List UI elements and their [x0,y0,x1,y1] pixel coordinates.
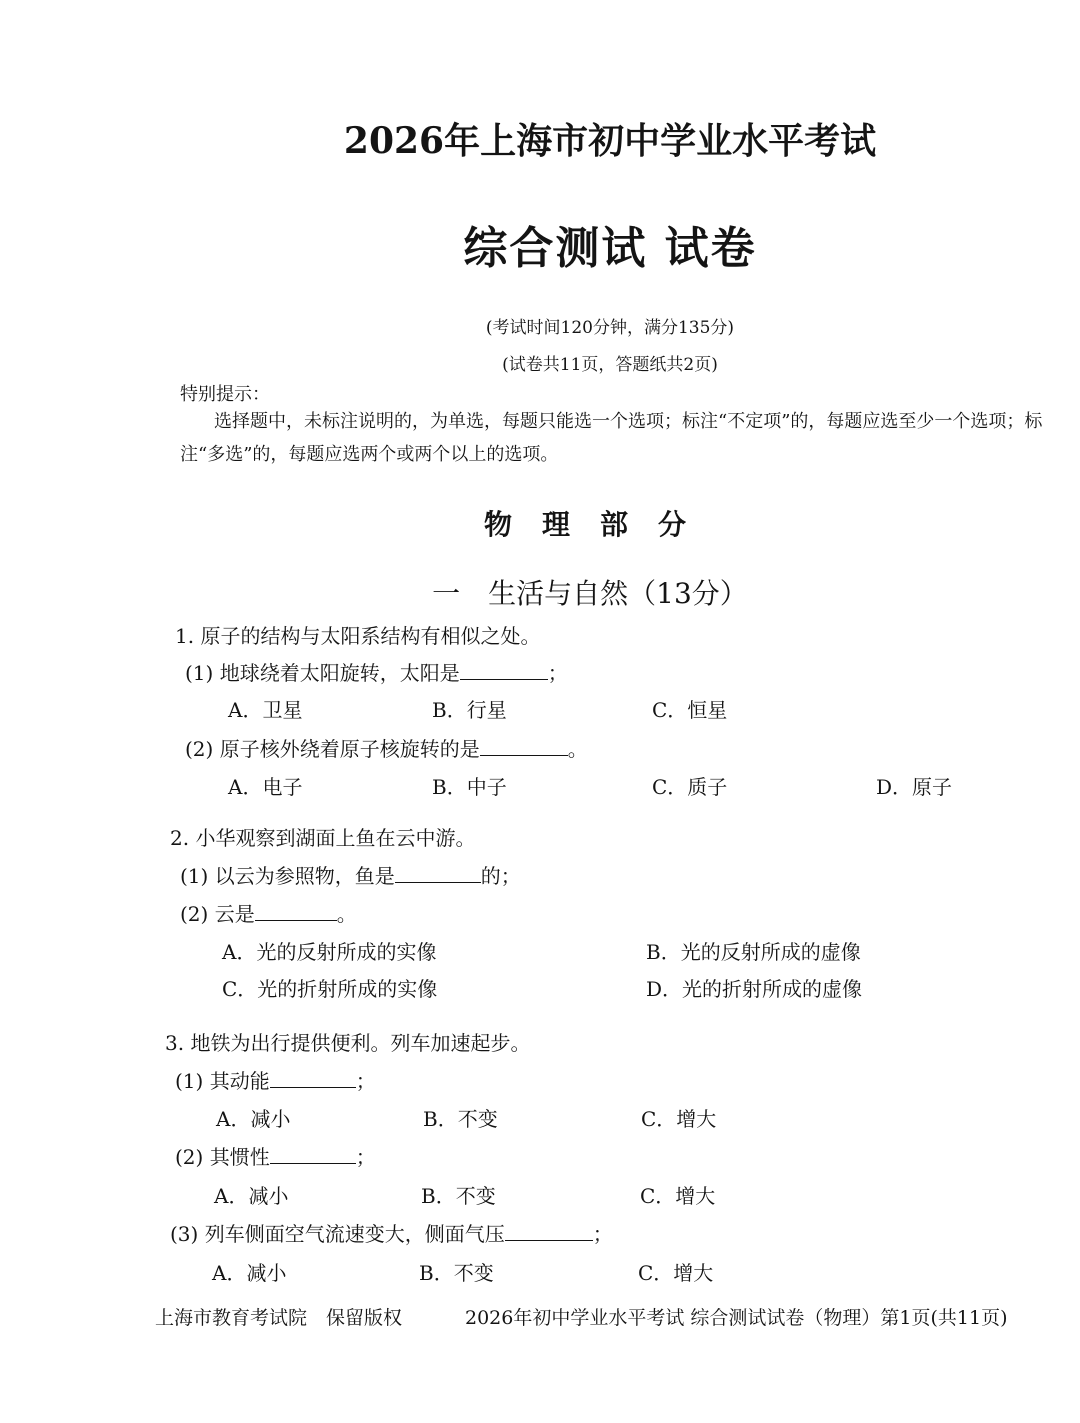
option-c: C．增大 [638,1261,714,1285]
option-a: A．光的反射所成的实像 [222,940,437,964]
option-c: C．光的折射所成的实像 [222,977,438,1001]
answer-blank[interactable] [460,661,548,680]
footer-page-info: 2026年初中学业水平考试 综合测试试卷（物理）第1页(共11页) [465,1307,1008,1329]
page-count-info: (试卷共11页，答题纸共2页) [502,355,718,375]
option-c: C．增大 [640,1184,716,1208]
option-b: B．光的反射所成的虚像 [646,940,861,964]
sub-text: 列车侧面空气流速变大，侧面气压 [204,1222,505,1246]
sub-text: 以云为参照物，鱼是 [214,864,395,888]
option-b: B．不变 [419,1261,494,1285]
question-2-1 [180,860,521,889]
sub-after: 。 [567,737,588,761]
answer-blank[interactable] [505,1222,593,1241]
sub-label: (2) [175,1145,204,1169]
option-b: B．中子 [432,775,507,799]
exam-time-info: (考试时间120分钟，满分135分) [485,318,735,338]
section-heading: 物理部分 [483,508,716,541]
sub-text: 其惯性 [209,1145,270,1169]
question-1-2 [185,733,588,762]
option-b: B．不变 [423,1107,498,1131]
question-3-3 [170,1218,613,1247]
answer-blank[interactable] [270,1145,356,1164]
option-a: A．减小 [212,1261,287,1285]
question-1-stem: 1. 原子的结构与太阳系结构有相似之处。 [175,624,541,648]
answer-blank[interactable] [395,864,481,883]
sub-text: 云是 [214,902,255,926]
option-d: D．原子 [876,775,953,799]
sub-text: 原子核外绕着原子核旋转的是 [219,737,480,761]
sub-label: (2) [185,737,214,761]
sub-label: (1) [185,661,214,685]
part-heading: 一 生活与自然（13分） [432,577,748,610]
option-c: C．质子 [652,775,728,799]
question-1-1 [185,657,568,686]
answer-blank[interactable] [255,902,337,921]
exam-title: 2026年上海市初中学业水平考试 [343,120,877,162]
paper-subtitle: 综合测试 试卷 [463,223,757,274]
question-3-stem: 3. 地铁为出行提供便利。列车加速起步。 [165,1031,531,1055]
sub-label: (1) [175,1069,204,1093]
sub-label: (2) [180,902,209,926]
notice-body: 选择题中，未标注说明的，为单选，每题只能选一个选项；标注“不定项”的，每题应选至少一个选项；标注“多选”的，每题应选两个或两个以上的选项。 [180,411,1043,465]
sub-text: 其动能 [209,1069,270,1093]
option-c: C．恒星 [652,698,728,722]
option-c: C．增大 [641,1107,717,1131]
option-b: B．不变 [421,1184,496,1208]
answer-blank[interactable] [480,737,568,756]
sub-after: ； [592,1222,613,1246]
sub-after: 的； [480,864,521,888]
answer-blank[interactable] [270,1069,356,1088]
option-b: B．行星 [432,698,507,722]
sub-text: 地球绕着太阳旋转，太阳是 [219,661,460,685]
question-2-2 [180,898,357,927]
sub-after: ； [355,1145,376,1169]
option-a: A．电子 [228,775,303,799]
question-3-1 [175,1065,376,1094]
notice-title: 特别提示： [180,384,270,405]
option-d: D．光的折射所成的虚像 [646,977,863,1001]
question-3-2 [175,1141,376,1170]
sub-label: (1) [180,864,209,888]
sub-after: 。 [336,902,357,926]
footer-copyright: 上海市教育考试院 保留版权 [155,1307,403,1329]
option-a: A．减小 [214,1184,289,1208]
sub-after: ； [355,1069,376,1093]
question-2-stem: 2. 小华观察到湖面上鱼在云中游。 [170,826,476,850]
sub-after: ； [547,661,568,685]
option-a: A．卫星 [228,698,303,722]
sub-label: (3) [170,1222,199,1246]
option-a: A．减小 [216,1107,291,1131]
